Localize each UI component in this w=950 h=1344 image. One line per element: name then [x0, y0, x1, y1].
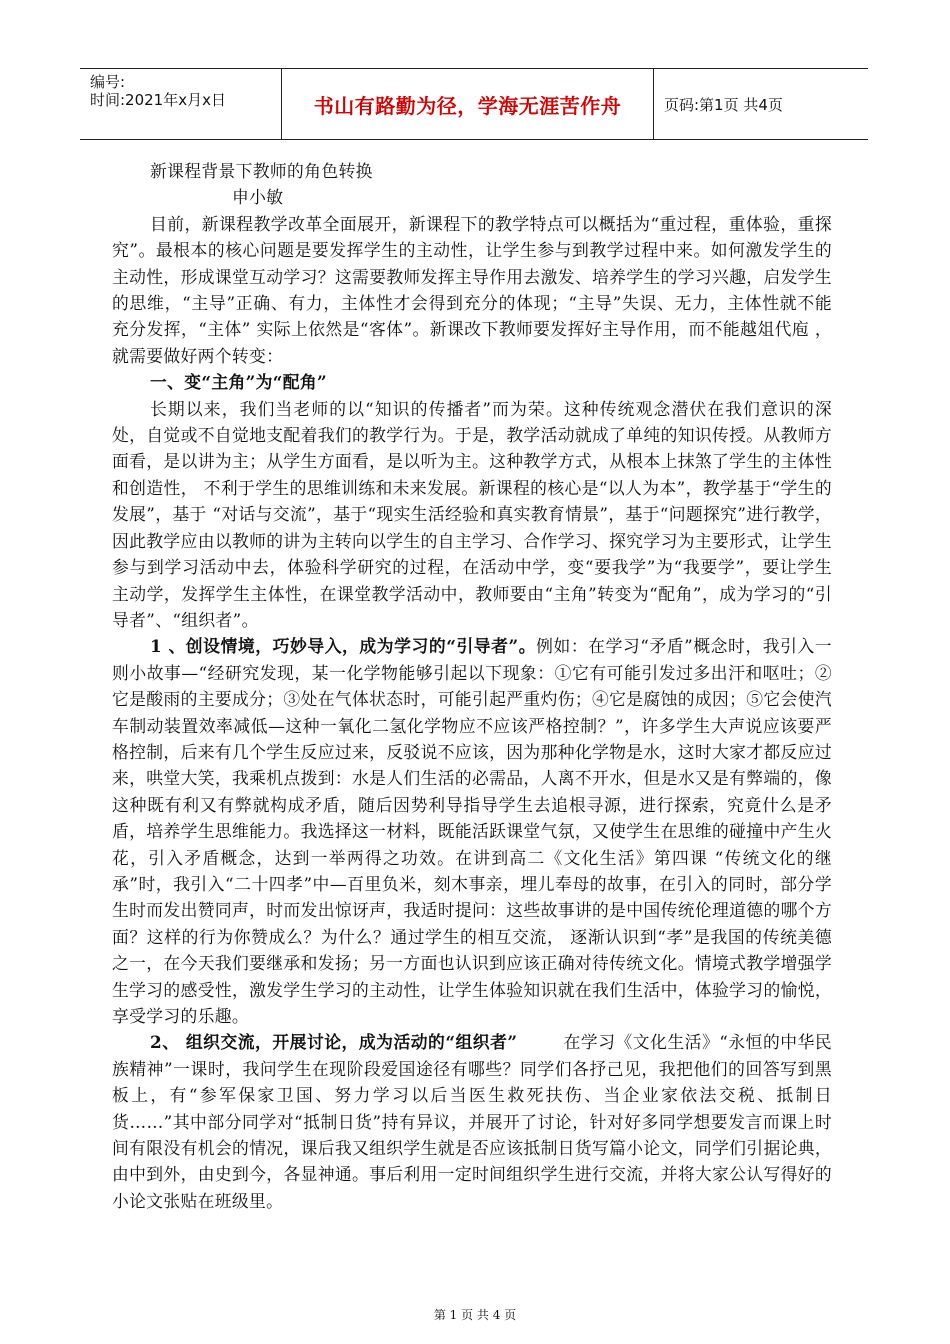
document-body [112, 158, 832, 1214]
section-1-paragraph: 长期以来，我们当老师的以“知识的传播者”而为荣。这种传统观念潜伏在我们意识的深处，自觉或不自觉地支配着我们的教学行为。于是，教学活动就成了单纯的知识传授。从教师方面看，是以讲为主；从学生方面看，是以听为主。这种教学方式，从根本上抹煞了学生的主体性和创造性， 不利于学生的思维训练和未来发展。新课程的核心是“以人为本”，教学基于“学生的发展”，基于 “对话与交流”，基于“现实生活经验和真实教育情景”，基于“问题探究”进行教学，因此教学应由以教师的讲为主转向以学生的自主学习、合作学习、探究学习为主要形式，让学生参与到学习活动中去，体验科学研究的过程，在活动中学，变“要我学”为“我要学”，要让学生主动学，发挥学生主体性，在课堂教学活动中，教师要由“主角”转变为“配角”，成为学习的“引导者”、“组织者”。 [112, 398, 832, 630]
page-footer: 第 1 页 共 4 页 [433, 1308, 517, 1322]
page-header [80, 68, 868, 140]
header-page-info: 页码:第1页 共4页 [664, 95, 783, 114]
document-author: 申小敏 [232, 187, 284, 208]
point-2-heading: 2、 组织交流，开展讨论，成为活动的“组织者” [150, 1032, 518, 1053]
section-1-heading: 一、变“主角”为“配角” [150, 372, 328, 393]
header-meta [80, 69, 282, 139]
date-label: 时间:2021年x月x日 [90, 91, 226, 109]
point-2-body: 在学习《文化生活》“永恒的中华民族精神”一课时，我问学生在现阶段爱国途径有哪些？同学们各抒己见，我把他们的回答写到黑板上，有“参军保家卫国、努力学习以后当医生救死扶伤、当企业家依法交税、抵制日货……”其中部分同学对“抵制日货”持有异议，并展开了讨论，针对好多同学想要发言而课上时间有限没有机会的情况，课后我又组织学生就是否应该抵制日货写篇小论文，同学们引据论典，由中到外，由史到今，各显神通。事后利用一定时间组织学生进行交流，并将大家公认写得好的小论文张贴在班级里。 [112, 1032, 833, 1211]
document-title: 新课程背景下教师的角色转换 [150, 161, 373, 181]
point-1-body: 例如：在学习“矛盾”概念时，我引入一则小故事—“经研究发现，某一化学物能够引起以下现象：①它有可能引发过多出汗和呕吐；②它是酸雨的主要成分；③处在气体状态时，可能引起严重灼伤；④它是腐蚀的成因；⑤它会使汽车制动装置效率减低—这种一氧化二氢化学物应不应该严格控制？”，许多学生大声说应该要严格控制，后来有几个学生反应过来，反驳说不应该，因为那种化学物是水，这时大家才都反应过来，哄堂大笑，我乘机点拨到：水是人们生活的必需品，人离不开水，但是水又是有弊端的，像这种既有利又有弊就构成矛盾，随后因势利导指导学生去追根寻源，进行探索，究竟什么是矛盾，培养学生思维能力。我选择这一材料，既能活跃课堂气氛，又使学生在思维的碰撞中产生火花，引入矛盾概念，达到一举两得之功效。在讲到高二《文化生活》第四课 “传统文化的继承”时，我引入“二十四孝”中—百里负米，刻木事亲，埋儿奉母的故事，在引入的同时，部分学生时而发出赞同声，时而发出惊讶声，我适时提问：这些故事讲的是中国传统伦理道德的哪个方面？这样的行为你赞成么？为什么？通过学生的相互交流， 逐渐认识到“孝”是我国的传统美德之一，在今天我们要继承和发扬；另一方面也认识到应该正确对待传统文化。情境式教学增强学生学习的感受性，激发学生学习的主动性，让学生体验知识就在我们生活中，体验学习的愉悦，享受学习的乐趣。 [112, 636, 832, 1026]
intro-paragraph: 目前，新课程教学改革全面展开，新课程下的教学特点可以概括为“重过程，重体验，重探究”。最根本的核心问题是要发挥学生的主动性，让学生参与到教学过程中来。如何激发学生的主动性，形成课堂互动学习？这需要教师发挥主导作用去激发、培养学生的学习兴趣，启发学生的思维，“主导”正确、有力，主体性才会得到充分的体现；“主导”失误、无力，主体性就不能充分发挥，“主体” 实际上依然是“客体”。新课改下教师要发挥好主导作用，而不能越俎代庖 ，就需要做好两个转变： [112, 213, 832, 366]
header-motto: 书山有路勤为径，学海无涯苦作舟 [282, 69, 654, 139]
point-1-paragraph [112, 633, 832, 1029]
point-2-paragraph [112, 1029, 832, 1214]
serial-number-label: 编号: [90, 73, 126, 91]
point-1-heading: 1 、创设情境，巧妙导入，成为学习的“引导者”。 [150, 636, 537, 657]
